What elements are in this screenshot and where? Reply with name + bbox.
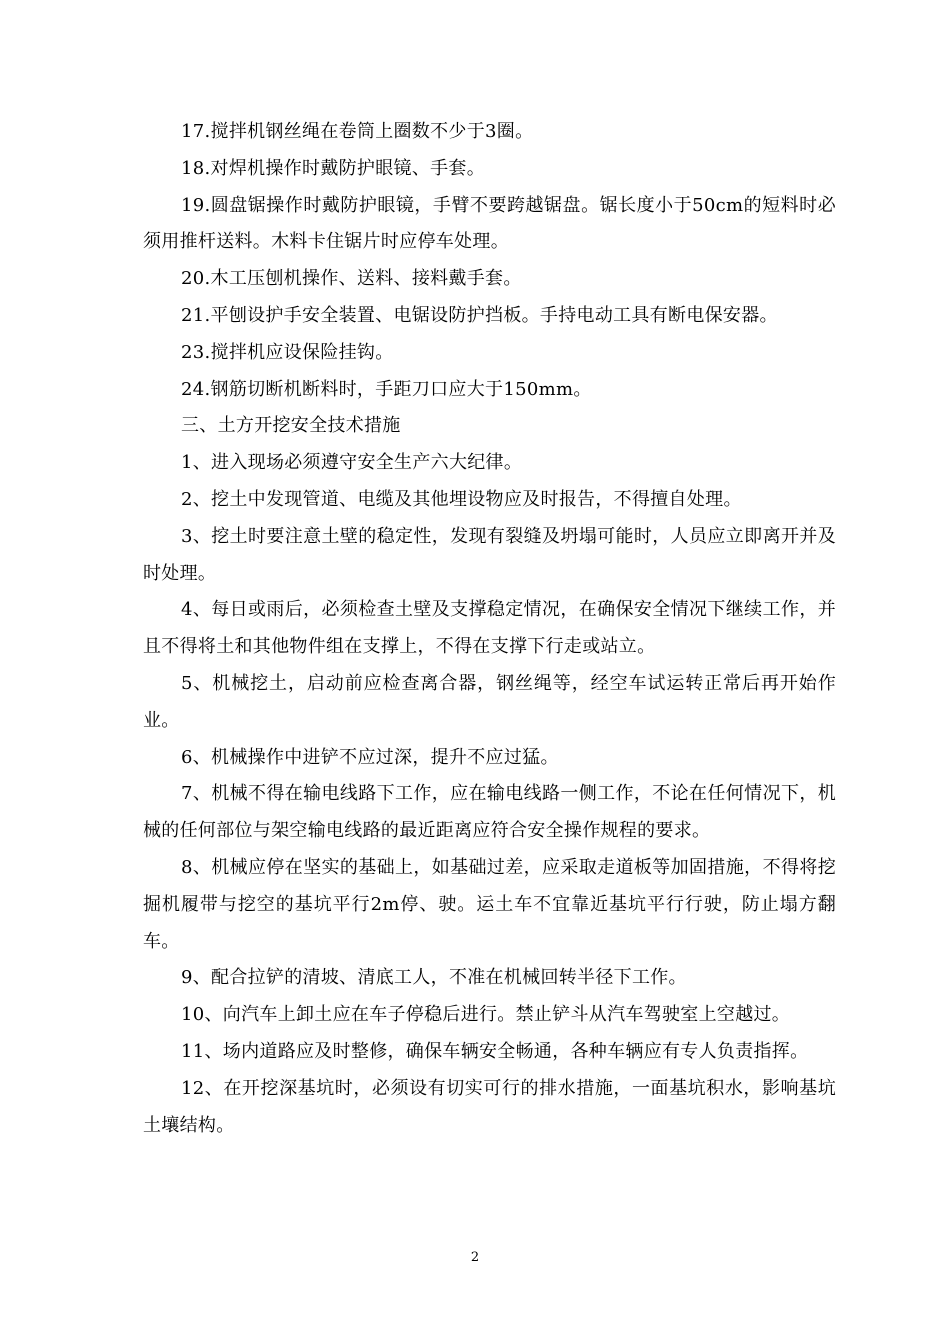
- paragraph-item-24: 24.钢筋切断机断料时，手距刀口应大于150mm。: [181, 378, 592, 400]
- measure-item-10: 10、向汽车上卸土应在车子停稳后进行。禁止铲斗从汽车驾驶室上空越过。: [181, 1004, 791, 1026]
- measure-item-1: 1、进入现场必须遵守安全生产六大纪律。: [181, 452, 523, 474]
- measure-item-11: 11、场内道路应及时整修，确保车辆安全畅通，各种车辆应有专人负责指挥。: [181, 1040, 809, 1062]
- section-heading: 三、土方开挖安全技术措施: [181, 415, 401, 437]
- paragraph-item-18: 18.对焊机操作时戴防护眼镜、手套。: [181, 157, 486, 179]
- measure-item-9: 9、配合拉铲的清坡、清底工人，不准在机械回转半径下工作。: [181, 967, 687, 989]
- measure-item-5: 5、机械挖土，启动前应检查离合器，钢丝绳等，经空车试运转正常后再开始作业。: [143, 672, 836, 731]
- document-body: [143, 114, 836, 1144]
- paragraph-item-20: 20.木工压刨机操作、送料、接料戴手套。: [181, 268, 522, 290]
- measure-item-8: 8、机械应停在坚实的基础上，如基础过差，应采取走道板等加固措施，不得将挖掘机履带与挖空的基坑平行2m停、驶。运土车不宜靠近基坑平行行驶，防止塌方翻车。: [143, 856, 836, 952]
- paragraph-item-21: 21.平刨设护手安全装置、电锯设防护挡板。手持电动工具有断电保安器。: [181, 304, 778, 326]
- measure-item-4: 4、每日或雨后，必须检查土壁及支撑稳定情况，在确保安全情况下继续工作，并且不得将土和其他物件组在支撑上，不得在支撑下行走或站立。: [143, 599, 836, 658]
- measure-item-6: 6、机械操作中进铲不应过深，提升不应过猛。: [181, 746, 559, 768]
- page-number: 2: [470, 1250, 480, 1265]
- paragraph-item-23: 23.搅拌机应设保险挂钩。: [181, 341, 394, 363]
- measure-item-7: 7、机械不得在输电线路下工作，应在输电线路一侧工作，不论在任何情况下，机械的任何部位与架空输电线路的最近距离应符合安全操作规程的要求。: [143, 783, 836, 842]
- paragraph-item-17: 17.搅拌机钢丝绳在卷筒上圈数不少于3圈。: [181, 121, 534, 142]
- paragraph-item-19: 19.圆盘锯操作时戴防护眼镜，手臂不要跨越锯盘。锯长度小于50cm的短料时必须用推杆送料。木料卡住锯片时应停车处理。: [143, 194, 836, 253]
- measure-item-12: 12、在开挖深基坑时，必须设有切实可行的排水措施，一面基坑积水，影响基坑土壤结构。: [143, 1077, 836, 1136]
- measure-item-2: 2、挖土中发现管道、电缆及其他埋设物应及时报告，不得擅自处理。: [181, 488, 742, 510]
- measure-item-3: 3、挖土时要注意土壁的稳定性，发现有裂缝及坍塌可能时，人员应立即离开并及时处理。: [143, 525, 836, 584]
